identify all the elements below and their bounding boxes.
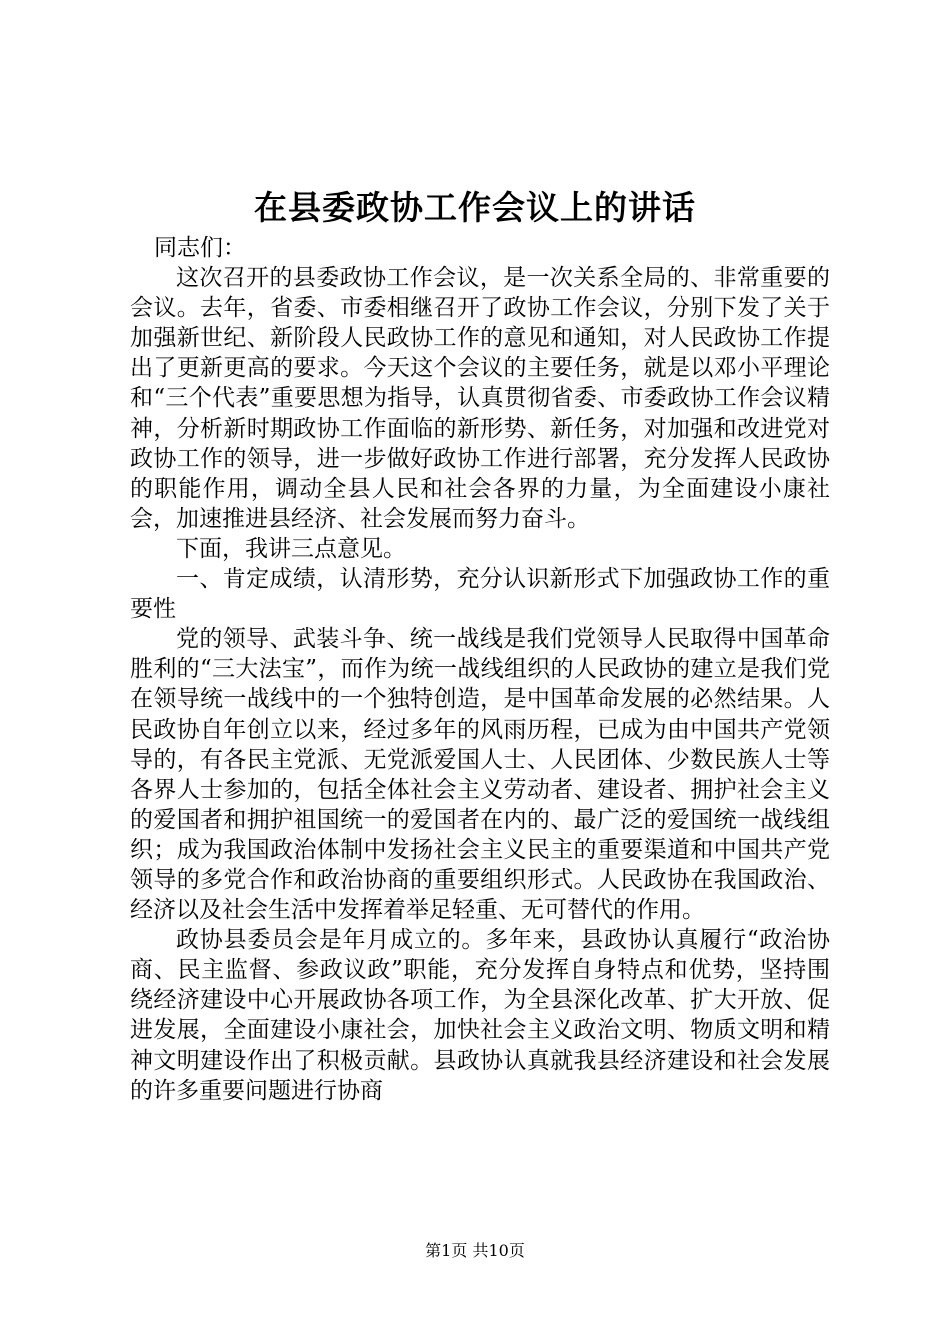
paragraph-transition: 下面，我讲三点意见。 (176, 535, 406, 562)
page-number: 第1页 (425, 1241, 468, 1260)
section-heading-1: 一、肯定成绩，认清形势，充分认识新形式下加强政协工作的重要性 (130, 566, 830, 623)
document-body (130, 233, 830, 1106)
document-title: 在县委政协工作会议上的讲话 (254, 188, 696, 227)
page-footer (0, 1240, 950, 1262)
salutation: 同志们： (154, 235, 246, 261)
paragraph-county-cppcc: 政协县委员会是年月成立的。多年来，县政协认真履行“政治协商、民主监督、参政议政”职能，充分发挥自身特点和优势，坚持围绕经济建设中心开展政协各项工作，为全县深化改革、扩大开放、促进发展，全面建设小康社会，加快社会主义政治文明、物质文明和精神文明建设作出了积极贡献。县政协认真就我县经济建设和社会发展的许多重要问题进行协商 (130, 927, 830, 1104)
paragraph-history: 党的领导、武装斗争、统一战线是我们党领导人民取得中国革命胜利的“三大法宝”，而作为统一战线组织的人民政协的建立是我们党在领导统一战线中的一个独特创造，是中国革命发展的必然结果。人民政协自年创立以来，经过多年的风雨历程，已成为由中国共产党领导的，有各民主党派、无党派爱国人士、人民团体、少数民族人士等各界人士参加的，包括全体社会主义劳动者、建设者、拥护社会主义的爱国者和拥护祖国统一的爱国者在内的、最广泛的爱国统一战线组织；成为我国政治体制中发扬社会主义民主的重要渠道和中国共产党领导的多党合作和政治协商的重要组织形式。人民政协在我国政治、经济以及社会生活中发挥着举足轻重、无可替代的作用。 (130, 626, 830, 924)
paragraph-intro: 这次召开的县委政协工作会议，是一次关系全局的、非常重要的会议。去年，省委、市委相继召开了政协工作会议，分别下发了关于加强新世纪、新阶段人民政协工作的意见和通知，对人民政协工作提出了更新更高的要求。今天这个会议的主要任务，就是以邓小平理论和“三个代表”重要思想为指导，认真贯彻省委、市委政协工作会议精神，分析新时期政协工作面临的新形势、新任务，对加强和改进党对政协工作的领导，进一步做好政协工作进行部署，充分发挥人民政协的职能作用，调动全县人民和社会各界的力量，为全面建设小康社会，加速推进县经济、社会发展而努力奋斗。 (130, 265, 830, 532)
page-total: 共10页 (472, 1241, 525, 1260)
